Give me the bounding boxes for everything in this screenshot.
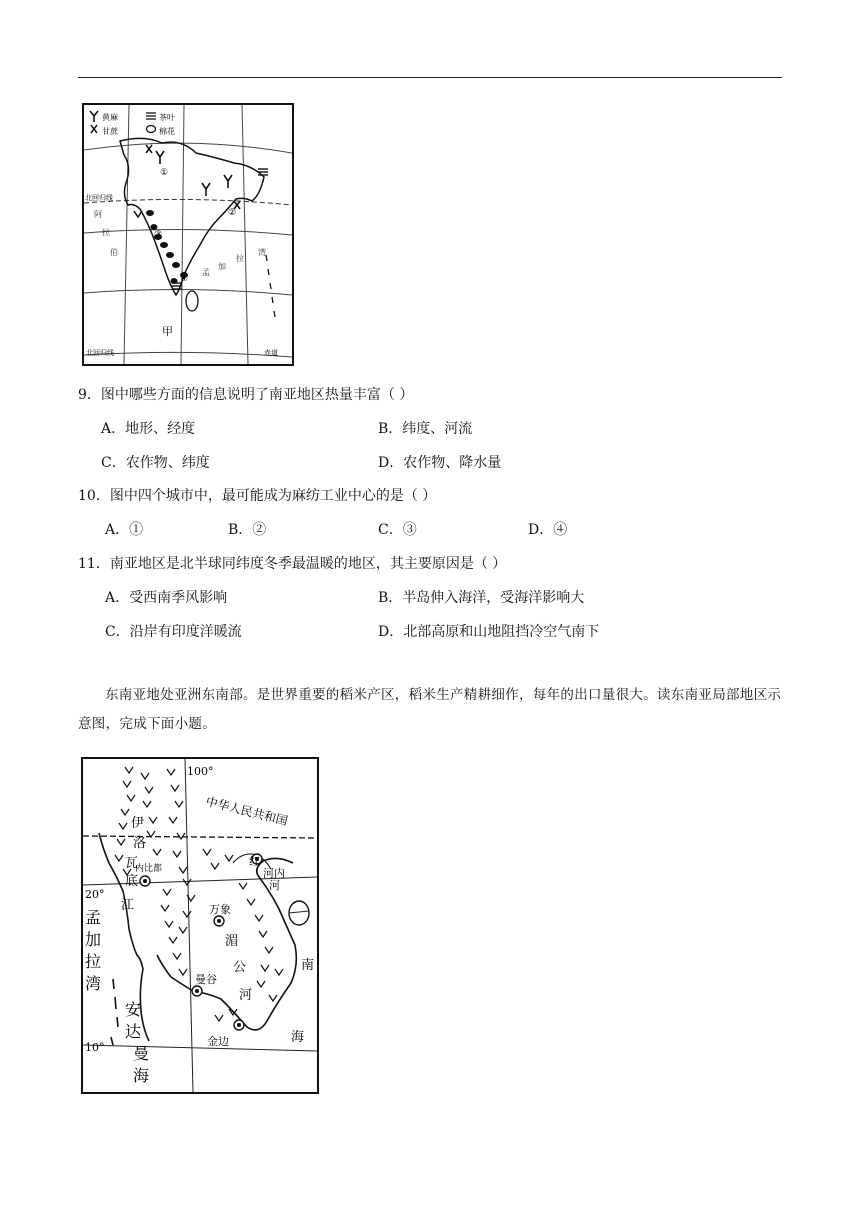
question-10: 10．图中四个城市中，最可能成为麻纺工业中心的是（ ）: [78, 488, 437, 504]
city-marker-1: ①: [160, 168, 169, 178]
svg-text:加: 加: [218, 262, 226, 271]
map-legend: [90, 111, 175, 136]
q9-option-b[interactable]: B．纬度、河流: [378, 421, 473, 437]
tropic-label-bottom: 北回归线: [86, 349, 114, 357]
svg-text:伯: 伯: [110, 248, 118, 257]
mekong-label: 湄: [225, 934, 239, 949]
legend-tea-label: 茶叶: [159, 113, 175, 122]
south-sea-label: 南: [301, 958, 315, 973]
legend-jute-label: 黄麻: [102, 113, 118, 122]
svg-text:河: 河: [239, 988, 253, 1003]
svg-text:加: 加: [85, 930, 102, 949]
latitude-20-label: 20°: [85, 888, 105, 901]
q11-option-c[interactable]: C．沿岸有印度洋暖流: [105, 624, 242, 640]
city-vientiane: 万象: [209, 903, 231, 916]
svg-text:海: 海: [133, 1066, 150, 1085]
q9-option-d[interactable]: D．农作物、降水量: [378, 455, 502, 471]
china-label: 中华人民共和国: [204, 794, 290, 829]
q9-option-a[interactable]: A．地形、经度: [101, 421, 196, 437]
city-naypyidaw: 内比都: [135, 864, 163, 874]
svg-text:拉: 拉: [85, 952, 102, 971]
red-river-label: 红: [249, 855, 260, 868]
question-9: 9．图中哪些方面的信息说明了南亚地区热量丰富（ ）: [78, 387, 414, 403]
q10-option-a[interactable]: A．①: [105, 522, 144, 538]
ocean-marker-jia: 甲: [162, 325, 173, 338]
irrawaddy-label: 伊: [131, 816, 145, 831]
header-rule: [78, 77, 782, 78]
bengal-bay-label: 孟: [202, 268, 210, 277]
svg-text:达: 达: [125, 1022, 142, 1041]
question-11: 11．南亚地区是北半球同纬度冬季最温暖的地区，其主要原因是（ ）: [78, 556, 507, 572]
tropic-label: 北回归线: [85, 194, 113, 202]
city-marker-2: ②: [228, 208, 237, 218]
q11-option-b[interactable]: B．半岛伸入海洋，受海洋影响大: [378, 590, 585, 606]
city-marker-4: ④: [180, 274, 189, 284]
svg-text:曼: 曼: [133, 1044, 150, 1063]
south-asia-map: [82, 103, 294, 366]
q9-option-c[interactable]: C．农作物、纬度: [101, 455, 210, 471]
svg-text:公: 公: [233, 960, 247, 975]
arabian-sea-label: 阿: [94, 210, 102, 219]
q10-option-d[interactable]: D．④: [528, 522, 568, 538]
longitude-100-label: 100°: [187, 765, 214, 778]
svg-text:江: 江: [121, 898, 135, 913]
latitude-10-label: 10°: [85, 1041, 105, 1054]
svg-text:湾: 湾: [85, 974, 102, 993]
svg-text:拉: 拉: [236, 254, 244, 263]
passage-southeast-asia: 东南亚地处亚洲东南部。是世界重要的稻米产区，稻米生产精耕细作，每年的出口量很大。读东南亚局部地区示意图，完成下面小题。: [78, 687, 782, 732]
q11-option-d[interactable]: D．北部高原和山地阻挡冷空气南下: [378, 624, 600, 640]
svg-text:瓦: 瓦: [125, 856, 139, 871]
svg-text:洛: 洛: [133, 836, 147, 851]
city-marker-3: ③: [154, 230, 163, 240]
svg-text:湾: 湾: [258, 248, 266, 257]
southeast-asia-map: [81, 757, 319, 1094]
city-hanoi: 河内: [263, 867, 285, 880]
city-phnom-penh: 金边: [207, 1035, 229, 1048]
svg-text:拉: 拉: [102, 228, 110, 237]
svg-text:海: 海: [291, 1030, 305, 1045]
city-bangkok: 曼谷: [195, 973, 217, 986]
q10-option-c[interactable]: C．③: [378, 522, 417, 538]
legend-cotton-label: 棉花: [159, 127, 175, 136]
andaman-sea-label: 安: [125, 1000, 142, 1019]
q10-option-b[interactable]: B．②: [228, 522, 267, 538]
bay-of-bengal-label: 孟: [85, 908, 102, 927]
q11-option-a[interactable]: A．受西南季风影响: [105, 590, 228, 606]
svg-text:底: 底: [125, 874, 139, 889]
legend-sugarcane-label: 甘蔗: [102, 127, 118, 136]
svg-text:河: 河: [269, 879, 280, 892]
equator-label: 赤道: [264, 349, 278, 357]
